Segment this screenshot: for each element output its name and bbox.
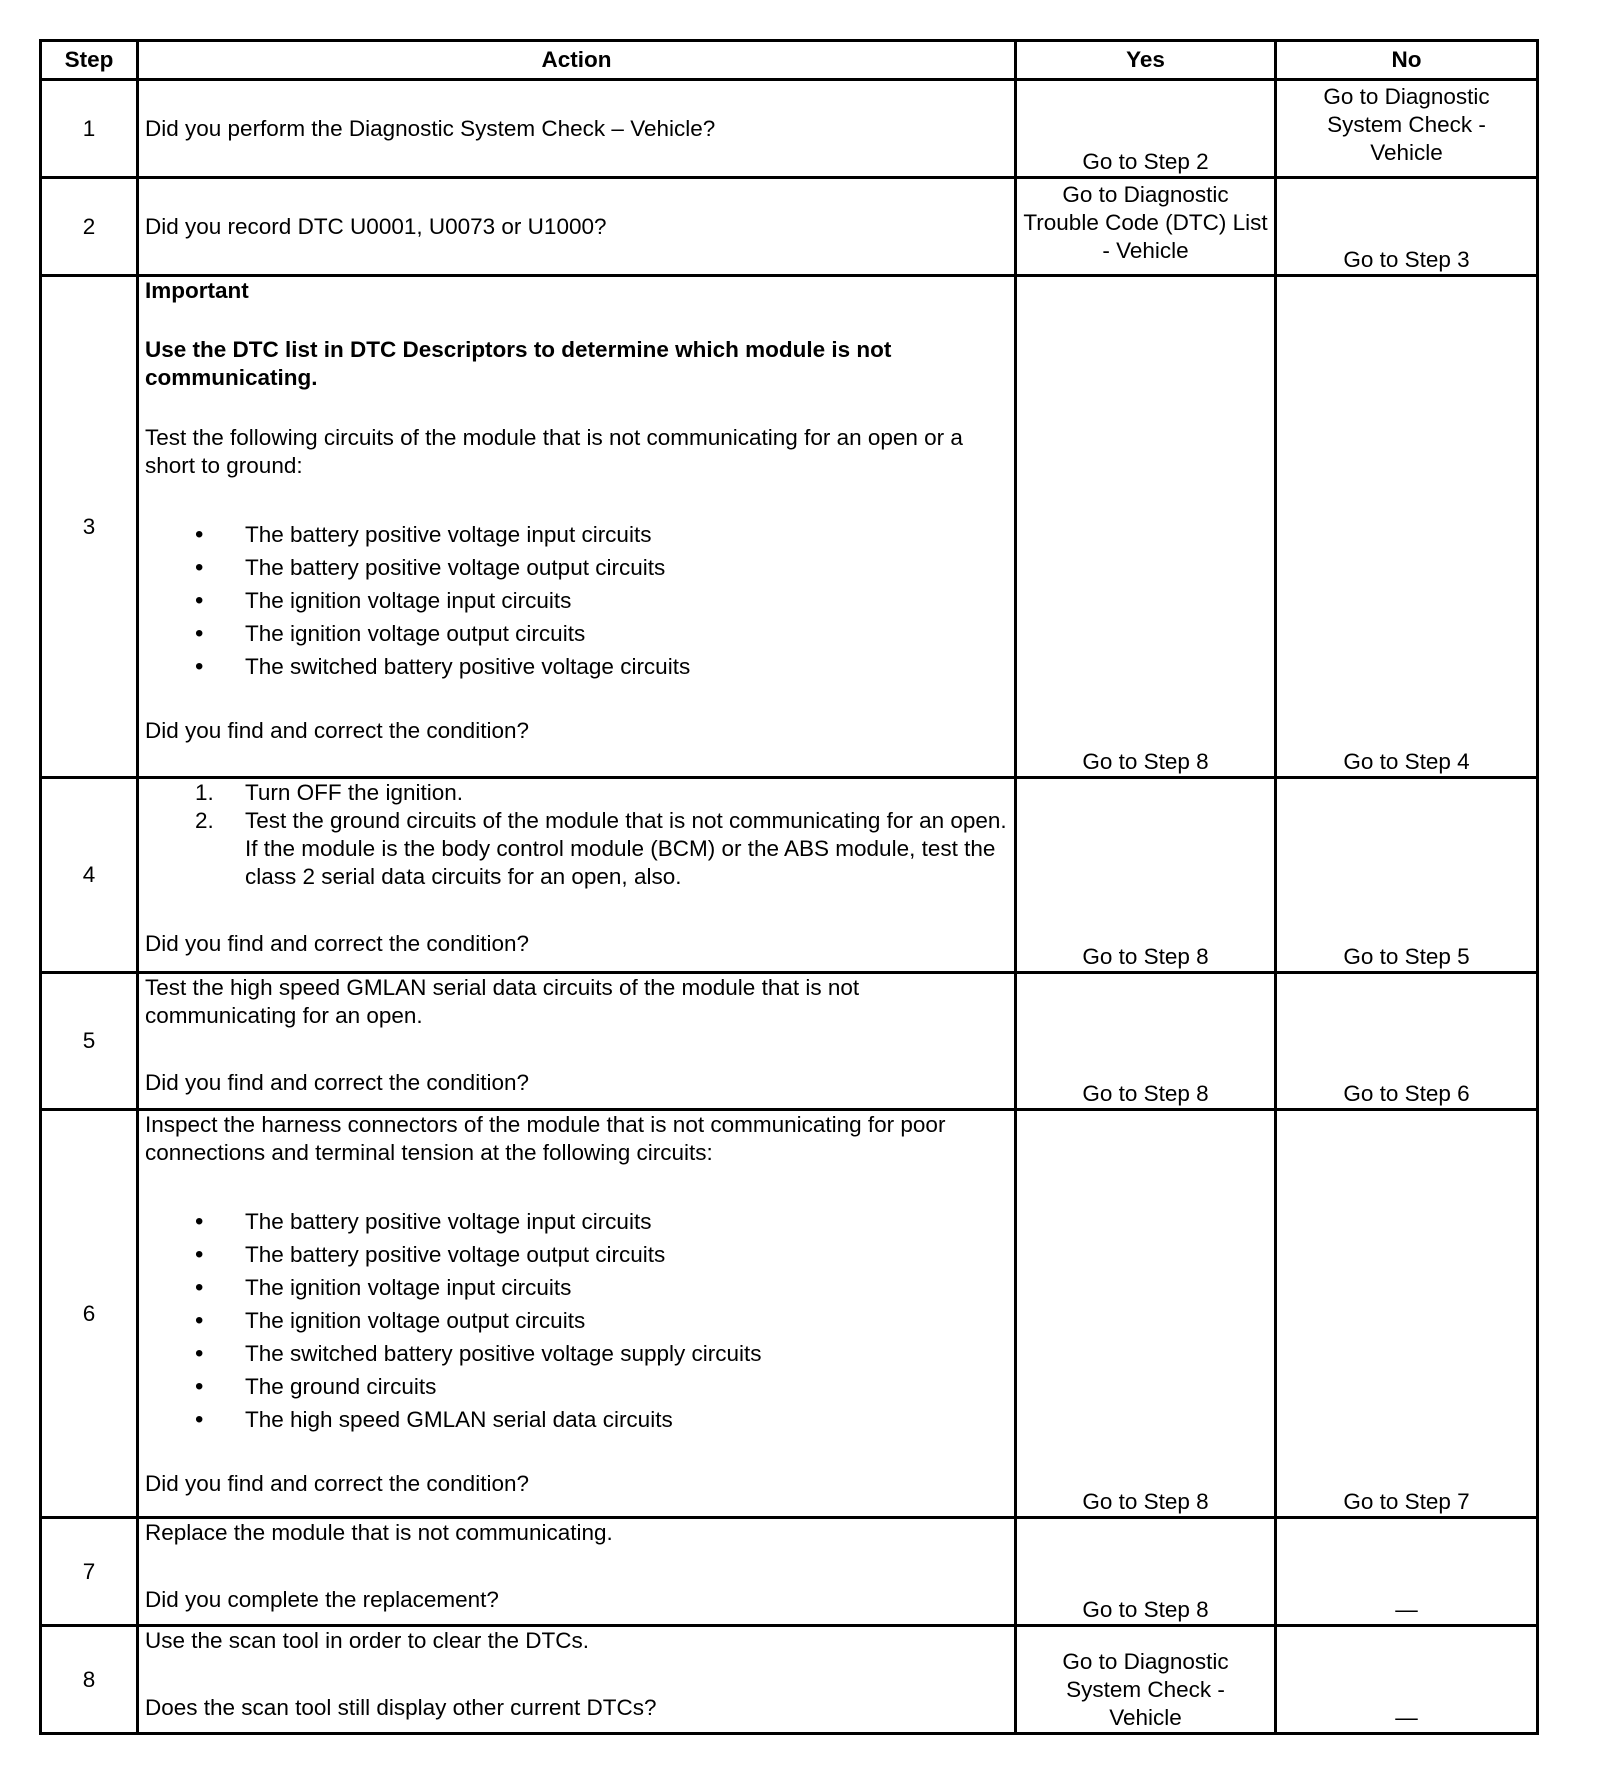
diagnostic-table (39, 39, 1539, 1735)
action-question: Did you find and correct the condition? (145, 718, 529, 743)
circuit-list (145, 518, 1008, 683)
yes-cell: Go to Step 8 (1016, 973, 1276, 1110)
step-number: 8 (41, 1626, 138, 1734)
action-question: Did you find and correct the condition? (145, 1471, 529, 1496)
header-yes: Yes (1016, 41, 1276, 80)
no-cell: Go to Diagnostic System Check - Vehicle (1276, 80, 1538, 178)
list-item: • The ignition voltage output circuits (145, 617, 1008, 650)
action-question: Did you find and correct the condition? (145, 1070, 529, 1095)
list-item (145, 807, 1008, 891)
table-row-step-2 (41, 178, 1538, 276)
action-question: Did you perform the Diagnostic System Check – Vehicle? (145, 115, 716, 141)
action-question: Does the scan tool still display other current DTCs? (145, 1695, 657, 1720)
action-intro: Inspect the harness connectors of the module that is not communicating for poor connections and terminal tension at the following circuits: (145, 1112, 946, 1165)
no-cell: Go to Step 3 (1276, 178, 1538, 276)
table-row-step-4 (41, 778, 1538, 973)
action-intro: Test the high speed GMLAN serial data circuits of the module that is not communicating for an open. (145, 975, 860, 1028)
list-item-number: 1. (195, 780, 214, 805)
yes-cell: Go to Step 8 (1016, 276, 1276, 778)
table-row-step-7 (41, 1518, 1538, 1626)
no-cell: Go to Step 7 (1276, 1110, 1538, 1518)
action-cell (138, 178, 1016, 276)
yes-cell: Go to Diagnostic Trouble Code (DTC) List - Vehicle (1016, 178, 1276, 276)
important-text: Use the DTC list in DTC Descriptors to determine which module is not communicating. (145, 337, 892, 390)
no-cell: Go to Step 4 (1276, 276, 1538, 778)
step-number: 4 (41, 778, 138, 973)
no-cell: — (1276, 1626, 1538, 1734)
list-item: • The switched battery positive voltage circuits (145, 650, 1008, 683)
list-item: • The battery positive voltage input circuits (145, 518, 1008, 551)
action-intro: Replace the module that is not communicating. (145, 1520, 613, 1545)
action-cell (138, 1518, 1016, 1626)
yes-cell: Go to Step 8 (1016, 778, 1276, 973)
list-item-text: Turn OFF the ignition. (245, 780, 464, 805)
action-cell (138, 778, 1016, 973)
list-item: • The battery positive voltage output circuits (145, 551, 1008, 584)
step-number: 6 (41, 1110, 138, 1518)
action-question: Did you find and correct the condition? (145, 931, 529, 956)
yes-cell: Go to Step 2 (1016, 80, 1276, 178)
yes-cell: Go to Step 8 (1016, 1110, 1276, 1518)
list-item-number: 2. (195, 808, 214, 833)
list-item: • The battery positive voltage output circuits (145, 1238, 1008, 1271)
list-item: • The switched battery positive voltage supply circuits (145, 1337, 1008, 1370)
header-row (41, 41, 1538, 80)
list-item: • The ignition voltage input circuits (145, 584, 1008, 617)
table-row-step-5 (41, 973, 1538, 1110)
important-label: Important (145, 278, 249, 303)
no-cell: — (1276, 1518, 1538, 1626)
step-number: 5 (41, 973, 138, 1110)
yes-cell: Go to Diagnostic System Check - Vehicle (1016, 1626, 1276, 1734)
step-number: 3 (41, 276, 138, 778)
list-item: • The high speed GMLAN serial data circuits (145, 1403, 1008, 1436)
action-cell (138, 80, 1016, 178)
step-number: 2 (41, 178, 138, 276)
list-item: • The ground circuits (145, 1370, 1008, 1403)
step-number: 1 (41, 80, 138, 178)
list-item (145, 779, 1008, 807)
action-cell (138, 1626, 1016, 1734)
list-item: • The ignition voltage input circuits (145, 1271, 1008, 1304)
circuit-list (145, 1205, 1008, 1436)
header-action: Action (138, 41, 1016, 80)
table-row-step-1 (41, 80, 1538, 178)
table-row-step-8 (41, 1626, 1538, 1734)
header-step: Step (41, 41, 138, 80)
action-question: Did you record DTC U0001, U0073 or U1000? (145, 213, 607, 239)
no-cell: Go to Step 6 (1276, 973, 1538, 1110)
action-intro: Test the following circuits of the module that is not communicating for an open or a short to ground: (145, 425, 963, 478)
list-item: • The ignition voltage output circuits (145, 1304, 1008, 1337)
list-item-text: Test the ground circuits of the module that is not communicating for an open. If the module is the body control module (BCM) or the ABS module, test the class 2 serial data circuits for an open, also. (245, 808, 1007, 889)
header-no: No (1276, 41, 1538, 80)
action-question: Did you complete the replacement? (145, 1587, 499, 1612)
action-cell (138, 276, 1016, 778)
table-row-step-3 (41, 276, 1538, 778)
action-cell (138, 1110, 1016, 1518)
procedure-list (145, 779, 1008, 891)
action-cell (138, 973, 1016, 1110)
table-row-step-6 (41, 1110, 1538, 1518)
step-number: 7 (41, 1518, 138, 1626)
yes-cell: Go to Step 8 (1016, 1518, 1276, 1626)
list-item: • The battery positive voltage input circuits (145, 1205, 1008, 1238)
no-cell: Go to Step 5 (1276, 778, 1538, 973)
action-intro: Use the scan tool in order to clear the DTCs. (145, 1628, 589, 1653)
